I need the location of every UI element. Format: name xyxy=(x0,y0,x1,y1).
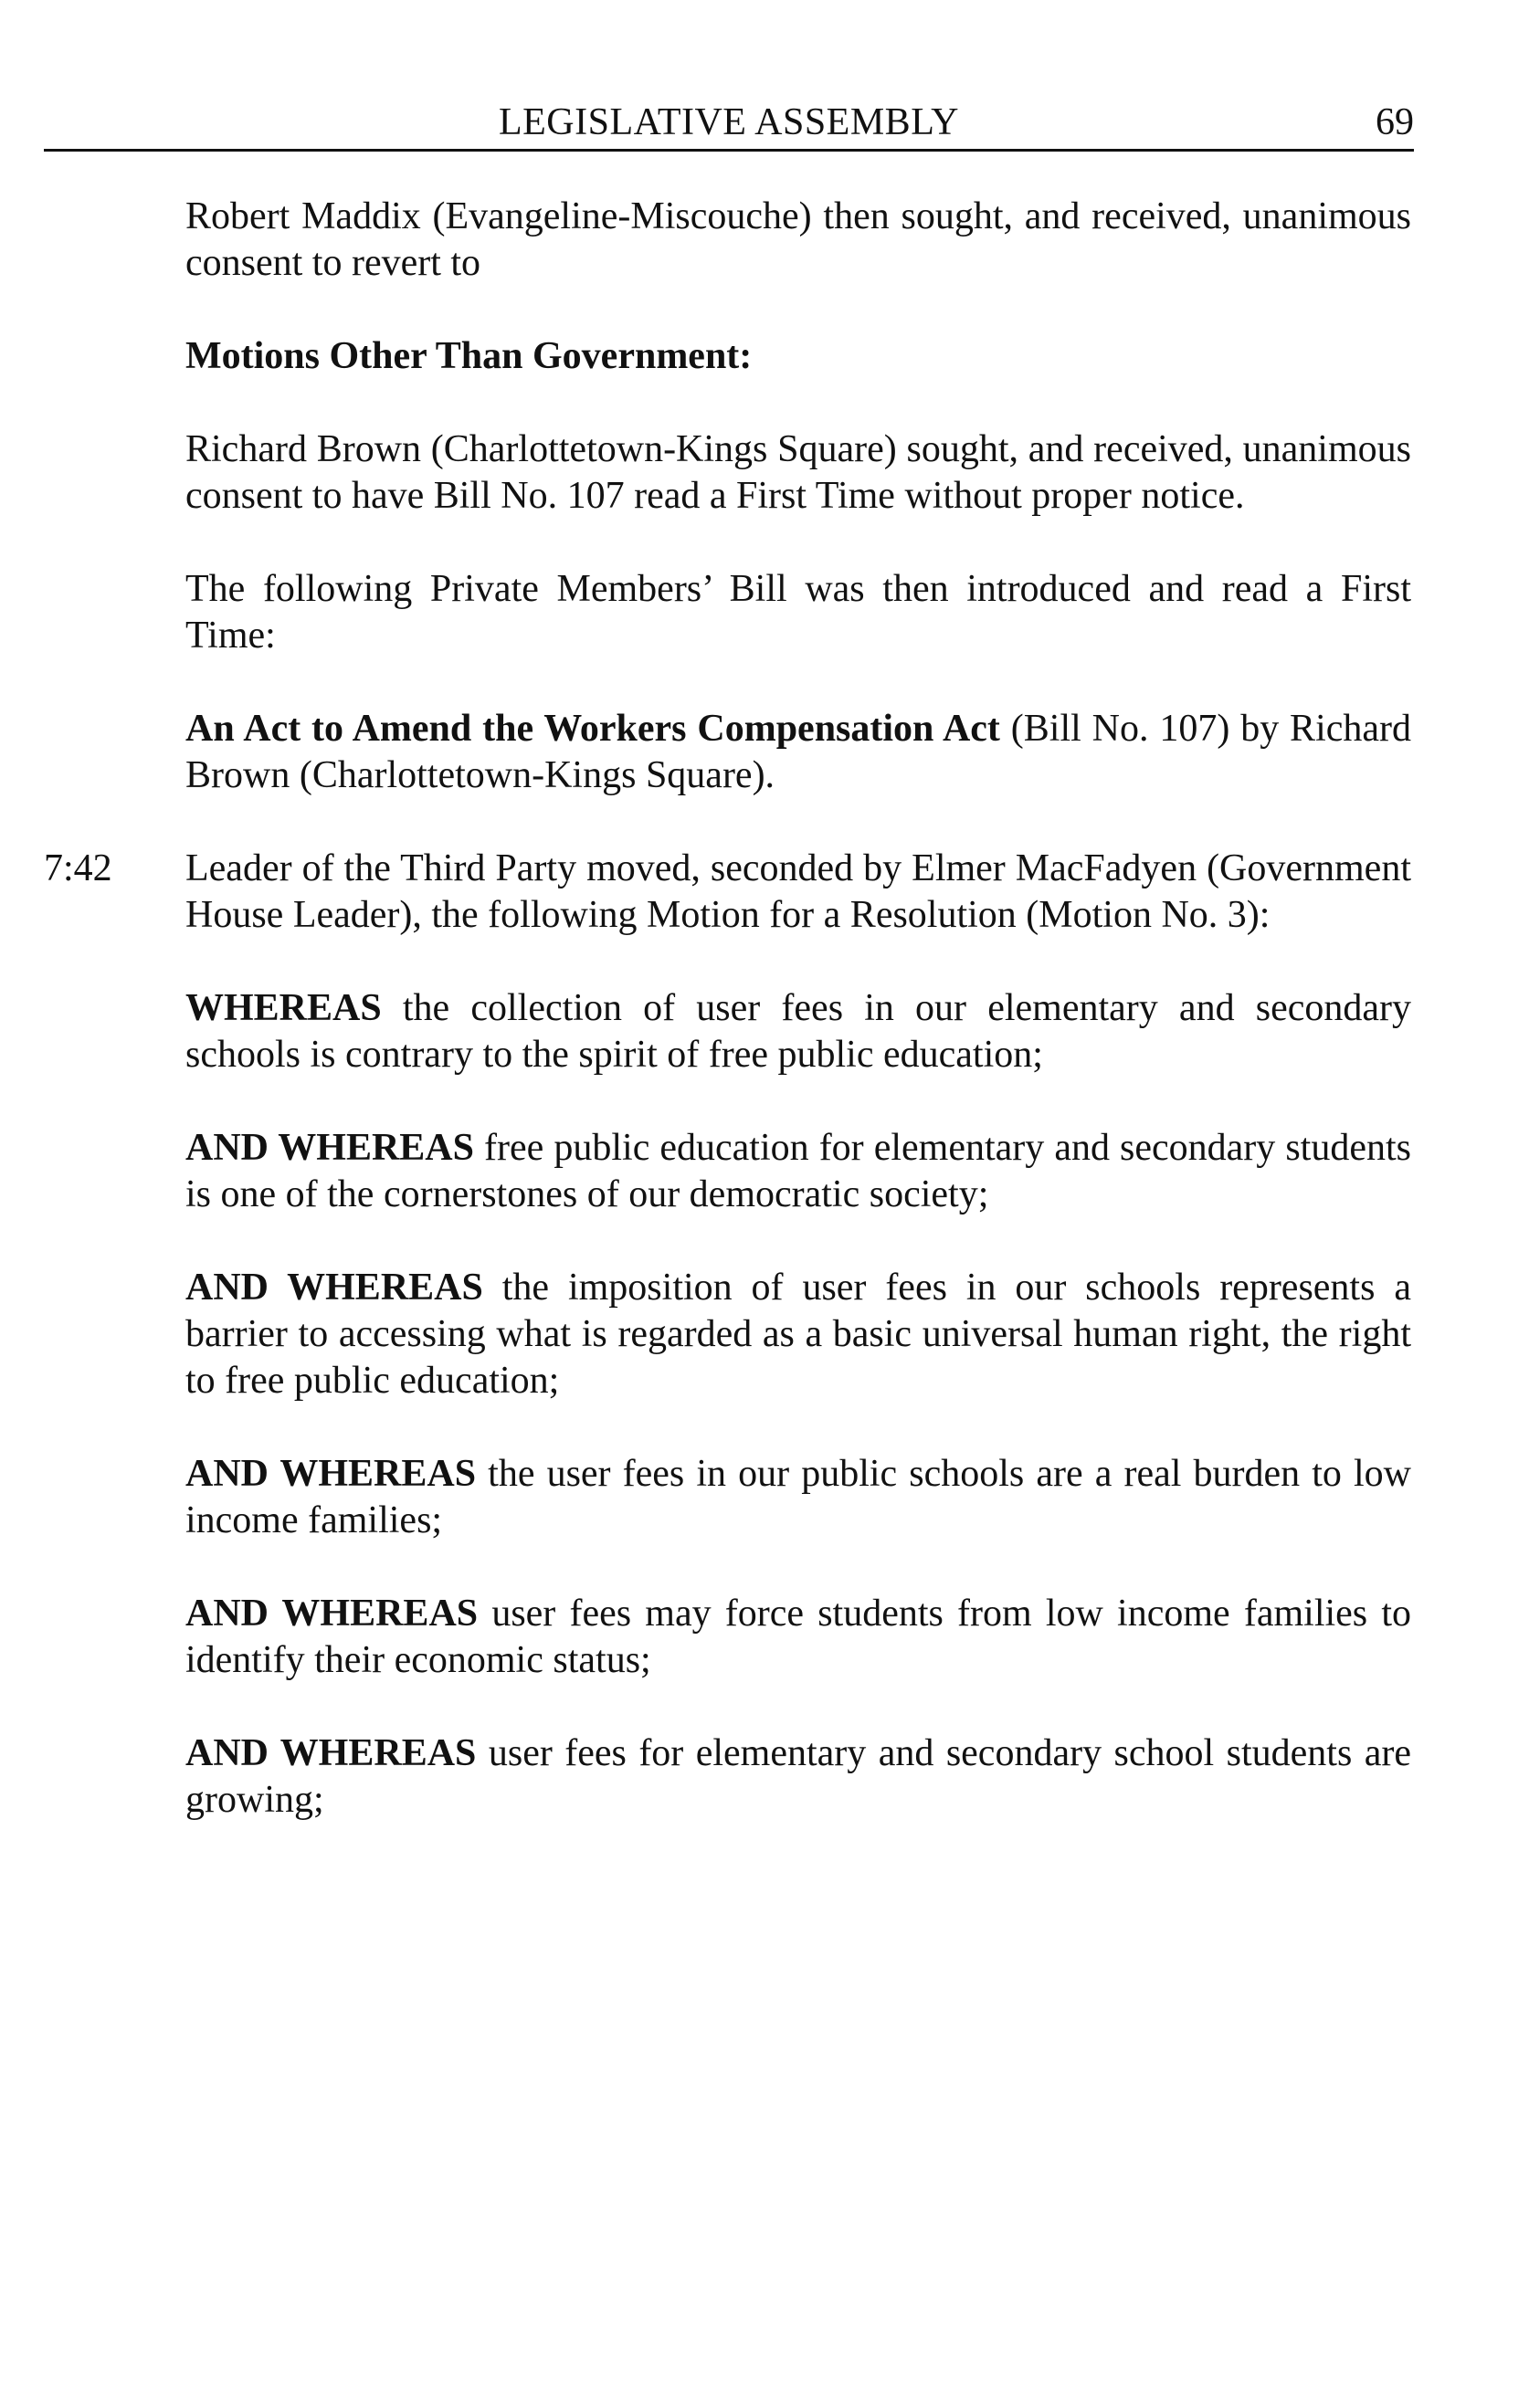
paragraph-bill-intro: The following Private Members’ Bill was then introduced and read a First Time: xyxy=(185,568,1411,657)
bill-title: An Act to Amend the Workers Compensation Act xyxy=(185,708,1000,750)
whereas-text: the imposition of user fees in our schools represents a barrier to accessing what is regarded as a basic universal human right, the right to free public education; xyxy=(185,1267,1411,1402)
whereas-text: free public education for elementary and secondary students is one of the cornerstones of our democratic society; xyxy=(185,1127,1411,1215)
paragraph-motion: Leader of the Third Party moved, seconded by Elmer MacFadyen (Government House Leader), the following Motion for a Resolution (Motion No. 3): xyxy=(185,847,1411,936)
page-number: 69 xyxy=(1376,101,1414,143)
whereas-clause xyxy=(185,1125,1411,1218)
page-header xyxy=(44,100,1414,146)
paragraph-consent: Richard Brown (Charlottetown-Kings Square) sought, and received, unanimous consent to have Bill No. 107 read a First Time without proper notice. xyxy=(185,428,1411,517)
whereas-clause xyxy=(185,1265,1411,1404)
whereas-clause xyxy=(185,985,1411,1078)
section-heading: Motions Other Than Government: xyxy=(185,335,753,377)
whereas-text: user fees for elementary and secondary school students are growing; xyxy=(185,1732,1411,1821)
whereas-clause xyxy=(185,1451,1411,1544)
whereas-text: the collection of user fees in our elementary and secondary schools is contrary to the spirit of free public education; xyxy=(185,987,1411,1076)
header-rule xyxy=(44,149,1414,152)
whereas-lead: AND WHEREAS xyxy=(185,1267,483,1309)
whereas-lead: AND WHEREAS xyxy=(185,1127,474,1169)
paragraph-bill xyxy=(185,706,1411,799)
body-text xyxy=(44,194,1412,1870)
whereas-lead: AND WHEREAS xyxy=(185,1593,479,1635)
whereas-clause xyxy=(185,1591,1411,1684)
time-marker: 7:42 xyxy=(44,847,112,889)
whereas-lead: AND WHEREAS xyxy=(185,1453,477,1495)
whereas-lead: WHEREAS xyxy=(185,987,382,1029)
motion-block xyxy=(44,846,1411,939)
whereas-clause xyxy=(185,1730,1411,1824)
bill-details: (Bill No. 107) by Richard Brown (Charlottetown-Kings Square). xyxy=(185,708,1412,796)
whereas-lead: AND WHEREAS xyxy=(185,1732,477,1774)
paragraph-revert: Robert Maddix (Evangeline-Miscouche) then sought, and received, unanimous consent to revert to xyxy=(185,195,1411,284)
whereas-text: the user fees in our public schools are a real burden to low income families; xyxy=(185,1453,1412,1541)
running-header-title: LEGISLATIVE ASSEMBLY xyxy=(499,101,959,143)
whereas-text: user fees may force students from low income families to identify their economic status; xyxy=(185,1593,1412,1681)
